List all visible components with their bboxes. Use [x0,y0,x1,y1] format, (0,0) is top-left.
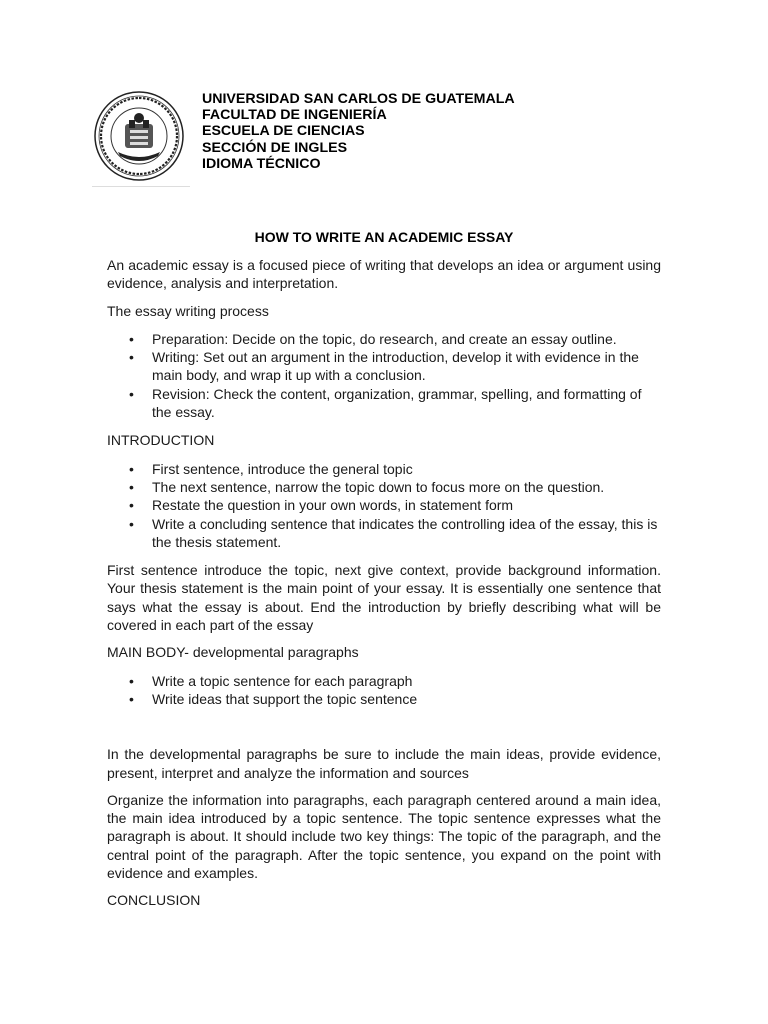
document-title: HOW TO WRITE AN ACADEMIC ESSAY [254,229,514,245]
bullet-icon: • [129,497,134,514]
bullet-icon: • [129,349,134,366]
document-body [107,256,661,910]
list-item: • Revision: Check the content, organization, grammar, spelling, and formatting of the essay. [129,385,642,421]
bullet-icon: • [129,330,134,347]
bullet-icon: • [129,672,134,689]
conclusion-heading: CONCLUSION [107,892,201,909]
institution-line: ESCUELA DE CIENCIAS [202,123,365,140]
intro-paragraph: An academic essay is a focused piece of writing that develops an idea or argument using evidence, analysis and interpretation. [107,257,661,292]
organize-paragraph: Organize the information into paragraphs, each paragraph centered around a main idea, the main idea introduced by a topic sentence. The topic sentence expresses what the paragraph is about. It should include two key things: The topic of the paragraph, and the central point of the paragraph. After the topic sentence, you expand on the point with evidence and examples. [107,791,661,882]
institution-line: IDIOMA TÉCNICO [202,155,321,172]
developmental-paragraph: In the developmental paragraphs be sure to include the main ideas, provide evidence, present, interpret and analyze the information and sources [107,746,661,781]
main-body-list [107,672,661,709]
list-item: • Writing: Set out an argument in the introduction, develop it with evidence in the main body, and wrap it up with a conclusion. [129,349,639,384]
bullet-icon: • [129,385,134,402]
introduction-list [107,460,661,551]
bullet-icon: • [129,515,134,532]
list-item: • The next sentence, narrow the topic down to focus more on the question. [129,478,605,495]
institution-line: UNIVERSIDAD SAN CARLOS DE GUATEMALA [202,91,515,107]
bullet-icon: • [129,460,134,477]
bullet-icon: • [129,690,134,707]
introduction-paragraph: First sentence introduce the topic, next give context, provide background information. Your thesis statement is the main point of your essay. It is essentially one sentence that says what the essay is about. End the introduction by briefly describing what will be covered in each part of the essay [107,562,661,634]
institution-line: SECCIÓN DE INGLES [202,139,348,156]
main-body-heading: MAIN BODY- developmental paragraphs [107,644,359,661]
university-seal-icon [92,90,190,186]
list-item: • Write a topic sentence for each paragraph [129,672,413,689]
process-heading: The essay writing process [107,302,269,319]
list-item: • Write a concluding sentence that indicates the controlling idea of the essay, this is the thesis statement. [129,515,658,550]
introduction-heading: INTRODUCTION [107,432,215,449]
list-item: • Preparation: Decide on the topic, do research, and create an essay outline. [129,330,617,347]
bullet-icon: • [129,478,134,495]
list-item: • First sentence, introduce the general topic [129,460,413,477]
university-seal [92,90,190,187]
process-list [107,330,661,421]
list-item: • Write ideas that support the topic sentence [129,690,418,707]
list-item: • Restate the question in your own words, in statement form [129,497,514,514]
institution-header [202,91,515,172]
institution-line: FACULTAD DE INGENIERÍA [202,107,387,124]
